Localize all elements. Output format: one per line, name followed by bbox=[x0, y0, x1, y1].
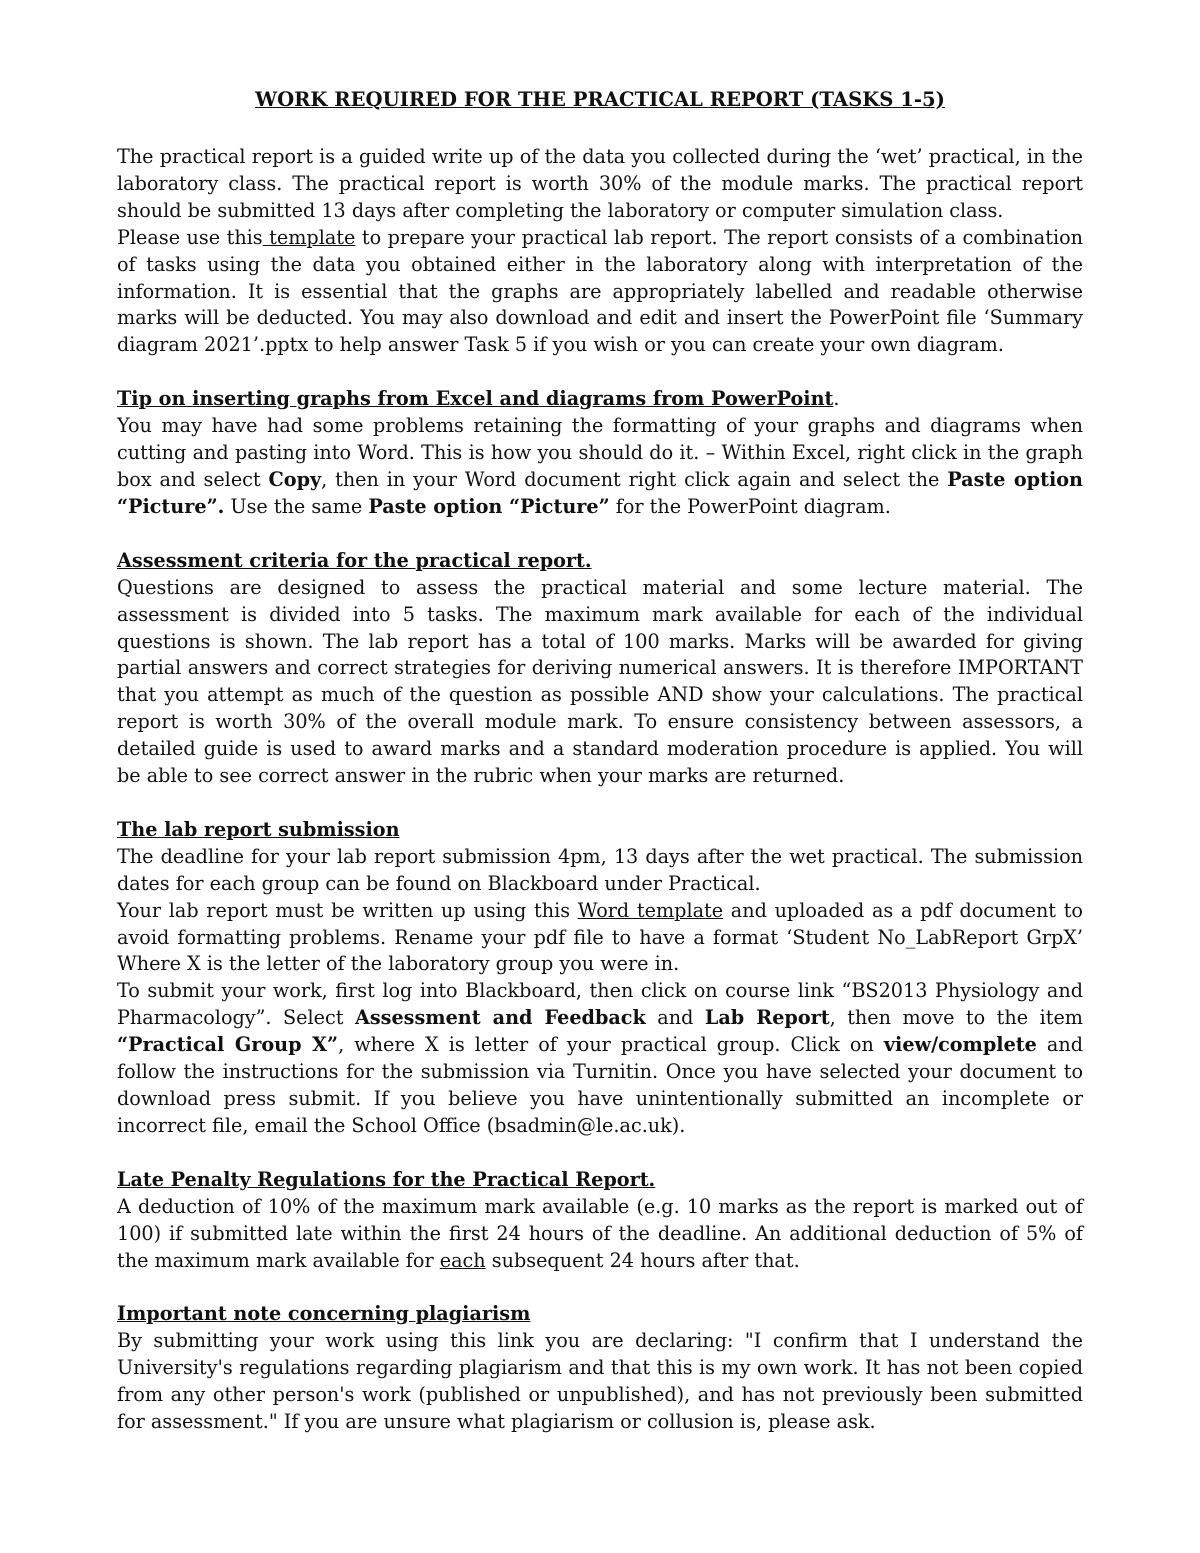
submission-paragraph-1: The deadline for your lab report submission 4pm, 13 days after the wet practical. The submission dates for each group can be found on Blackboard under Practical. bbox=[117, 844, 1083, 895]
submission-text-g: and follow the instructions for the submission via Turnitin. Once you have selected your document to download press submit. If you believe you have unintentionally submitted an incomplete or incorrect file, email the School Office (bsadmin@le.ac.uk). bbox=[117, 1033, 1083, 1137]
tip-bold-copy: Copy bbox=[268, 467, 322, 491]
page-title: WORK REQUIRED FOR THE PRACTICAL REPORT (TASKS 1-5) bbox=[255, 88, 945, 111]
submission-text-a: Your lab report must be written up using this bbox=[117, 898, 578, 922]
late-text-b: subsequent 24 hours after that. bbox=[485, 1248, 800, 1272]
submission-text-b: and uploaded as a pdf document to avoid formatting problems. Rename your pdf file to have a format ‘Student No_LabReport GrpX’ Where X is the letter of the laboratory group you were in. bbox=[117, 898, 1083, 976]
late-heading-line bbox=[117, 1167, 1083, 1194]
bold-assessment-feedback: Assessment and Feedback bbox=[354, 1006, 646, 1030]
assessment-heading: Assessment criteria for the practical report. bbox=[117, 548, 592, 572]
submission-paragraph-3 bbox=[117, 978, 1083, 1139]
tip-heading: Tip on inserting graphs from Excel and diagrams from PowerPoint bbox=[117, 387, 834, 411]
late-heading: Late Penalty Regulations for the Practical Report. bbox=[117, 1167, 656, 1191]
bold-practical-group: “Practical Group X” bbox=[117, 1033, 339, 1057]
submission-heading: The lab report submission bbox=[117, 817, 400, 841]
bold-lab-report: Lab Report bbox=[704, 1006, 830, 1030]
submission-text-e: , then move to the item bbox=[829, 1006, 1083, 1030]
tip-heading-end: . bbox=[833, 387, 840, 411]
late-underlined-each: each bbox=[439, 1248, 486, 1272]
tip-text-1: You may have had some problems retaining the formatting of your graphs and diagrams when cutting and pasting into Word. This is how you should do it. – Within Excel, right click in the graph box and select bbox=[117, 414, 1083, 491]
plagiarism-section bbox=[117, 1301, 1083, 1436]
document-page bbox=[117, 86, 1083, 1436]
late-text-a: A deduction of 10% of the maximum mark available (e.g. 10 marks as the report is marked out of 100) if submitted late within the first 24 hours of the deadline. An additional deduction of 5% of the maximum mark available for bbox=[117, 1194, 1083, 1272]
plagiarism-heading-line bbox=[117, 1301, 1083, 1328]
submission-section bbox=[117, 817, 1083, 1140]
tip-section bbox=[117, 386, 1083, 521]
tip-heading-line bbox=[117, 386, 1083, 413]
intro-paragraph-2 bbox=[117, 225, 1083, 360]
tip-body bbox=[117, 413, 1083, 521]
assessment-section bbox=[117, 548, 1083, 790]
assessment-body: Questions are designed to assess the practical material and some lecture material. The assessment is divided into 5 tasks. The maximum mark available for each of the individual questions is shown. The lab report has a total of 100 marks. Marks will be awarded for giving partial answers and correct strategies for deriving numerical answers. It is therefore IMPORTANT that you attempt as much of the question as possible AND show your calculations. The practical report is worth 30% of the overall module mark. To ensure consistency between assessors, a detailed guide is used to award marks and a standard moderation procedure is applied. You will be able to see correct answer in the rubric when your marks are returned. bbox=[117, 575, 1083, 788]
intro-paragraph-1: The practical report is a guided write up of the data you collected during the ‘wet’ practical, in the laboratory class. The practical report is worth 30% of the module marks. The practical report should be submitted 13 days after completing the laboratory or computer simulation class. bbox=[117, 145, 1083, 222]
tip-text-2: , then in your Word document right click again and select the bbox=[321, 467, 948, 491]
tip-bold-paste: Paste option “Picture”. bbox=[117, 467, 1084, 518]
plagiarism-heading: Important note concerning plagiarism bbox=[117, 1302, 531, 1326]
submission-text-c: To submit your work, first log into Blackboard, then click on course link “BS2013 Physiology and Pharmacology”. Select bbox=[117, 979, 1083, 1030]
submission-heading-line bbox=[117, 817, 1083, 844]
late-body bbox=[117, 1194, 1083, 1275]
intro-text-b: to prepare your practical lab report. The report consists of a combination of tasks using the data you obtained either in the laboratory along with interpretation of the information. It is essential that the graphs are appropriately labelled and readable otherwise marks will be deducted. You may also download and edit and insert the PowerPoint file ‘Summary diagram 2021’.pptx to help answer Task 5 if you wish or you can create your own diagram. bbox=[117, 225, 1083, 357]
submission-text-d: and bbox=[645, 1006, 705, 1030]
plagiarism-body: By submitting your work using this link you are declaring: "I confirm that I understand the University's regulations regarding plagiarism and that this is my own work. It has not been copied from any other person's work (published or unpublished), and has not previously been submitted for assessment." If you are unsure what plagiarism or collusion is, please ask. bbox=[117, 1329, 1083, 1434]
word-template-link[interactable]: Word template bbox=[577, 898, 724, 922]
tip-text-3: Use the same bbox=[224, 494, 369, 518]
submission-text-f: , where X is letter of your practical group. Click on bbox=[338, 1033, 884, 1057]
late-penalty-section bbox=[117, 1167, 1083, 1275]
assessment-heading-line bbox=[117, 548, 1083, 575]
submission-paragraph-2 bbox=[117, 898, 1083, 979]
tip-text-4: for the PowerPoint diagram. bbox=[609, 494, 891, 518]
tip-bold-paste-2: Paste option “Picture” bbox=[368, 494, 610, 518]
intro-text-a: Please use this bbox=[117, 225, 263, 249]
bold-view-complete: view/complete bbox=[883, 1033, 1037, 1057]
template-link[interactable]: template bbox=[262, 225, 356, 249]
